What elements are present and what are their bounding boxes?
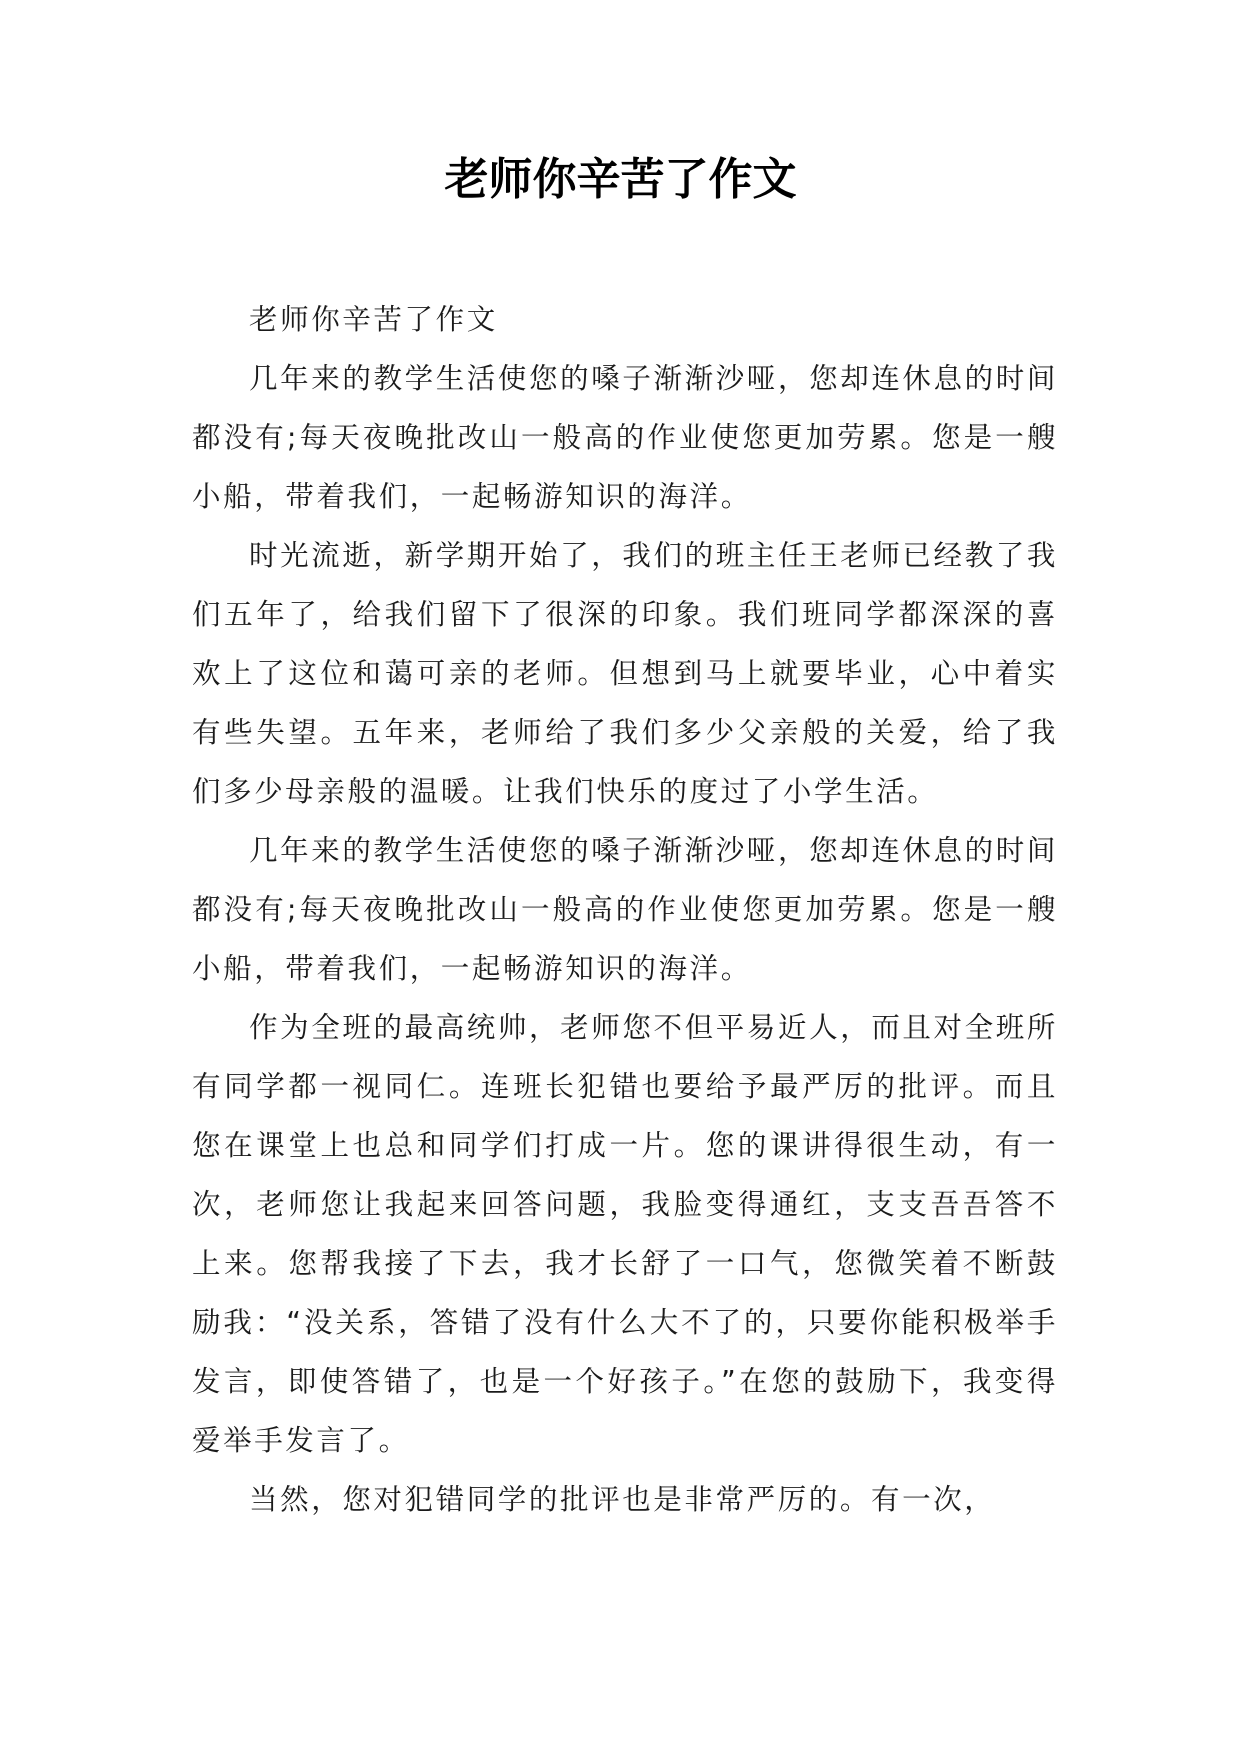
paragraph: 当然，您对犯错同学的批评也是非常严厉的。有一次， — [249, 1483, 996, 1516]
paragraph: 作为全班的最高统帅，老师您不但平易近人，而且对全班所有同学都一视同仁。连班长犯错也要给予最严厉的批评。而且您在课堂上也总和同学们打成一片。您的课讲得很生动，有一次，老师您让我起来回答问题，我脸变得通红，支支吾吾答不上来。您帮我接了下去，我才长舒了一口气，您微笑着不断鼓励我：“没关系，答错了没有什么大不了的，只要你能积极举手发言，即使答错了，也是一个好孩子。”在您的鼓励下，我变得爱举手发言了。 — [192, 1011, 1058, 1457]
document-title: 老师你辛苦了作文 — [444, 154, 797, 205]
paragraph: 几年来的教学生活使您的嗓子渐渐沙哑，您却连休息的时间都没有;每天夜晚批改山一般高的作业使您更加劳累。您是一艘小船，带着我们，一起畅游知识的海洋。 — [192, 362, 1058, 513]
paragraph: 几年来的教学生活使您的嗓子渐渐沙哑，您却连休息的时间都没有;每天夜晚批改山一般高的作业使您更加劳累。您是一艘小船，带着我们，一起畅游知识的海洋。 — [192, 834, 1058, 985]
paragraph: 时光流逝，新学期开始了，我们的班主任王老师已经教了我们五年了，给我们留下了很深的印象。我们班同学都深深的喜欢上了这位和蔼可亲的老师。但想到马上就要毕业，心中着实有些失望。五年来，老师给了我们多少父亲般的关爱，给了我们多少母亲般的温暖。让我们快乐的度过了小学生活。 — [192, 539, 1058, 808]
paragraph: 老师你辛苦了作文 — [249, 303, 498, 336]
document-body — [192, 290, 1058, 1529]
